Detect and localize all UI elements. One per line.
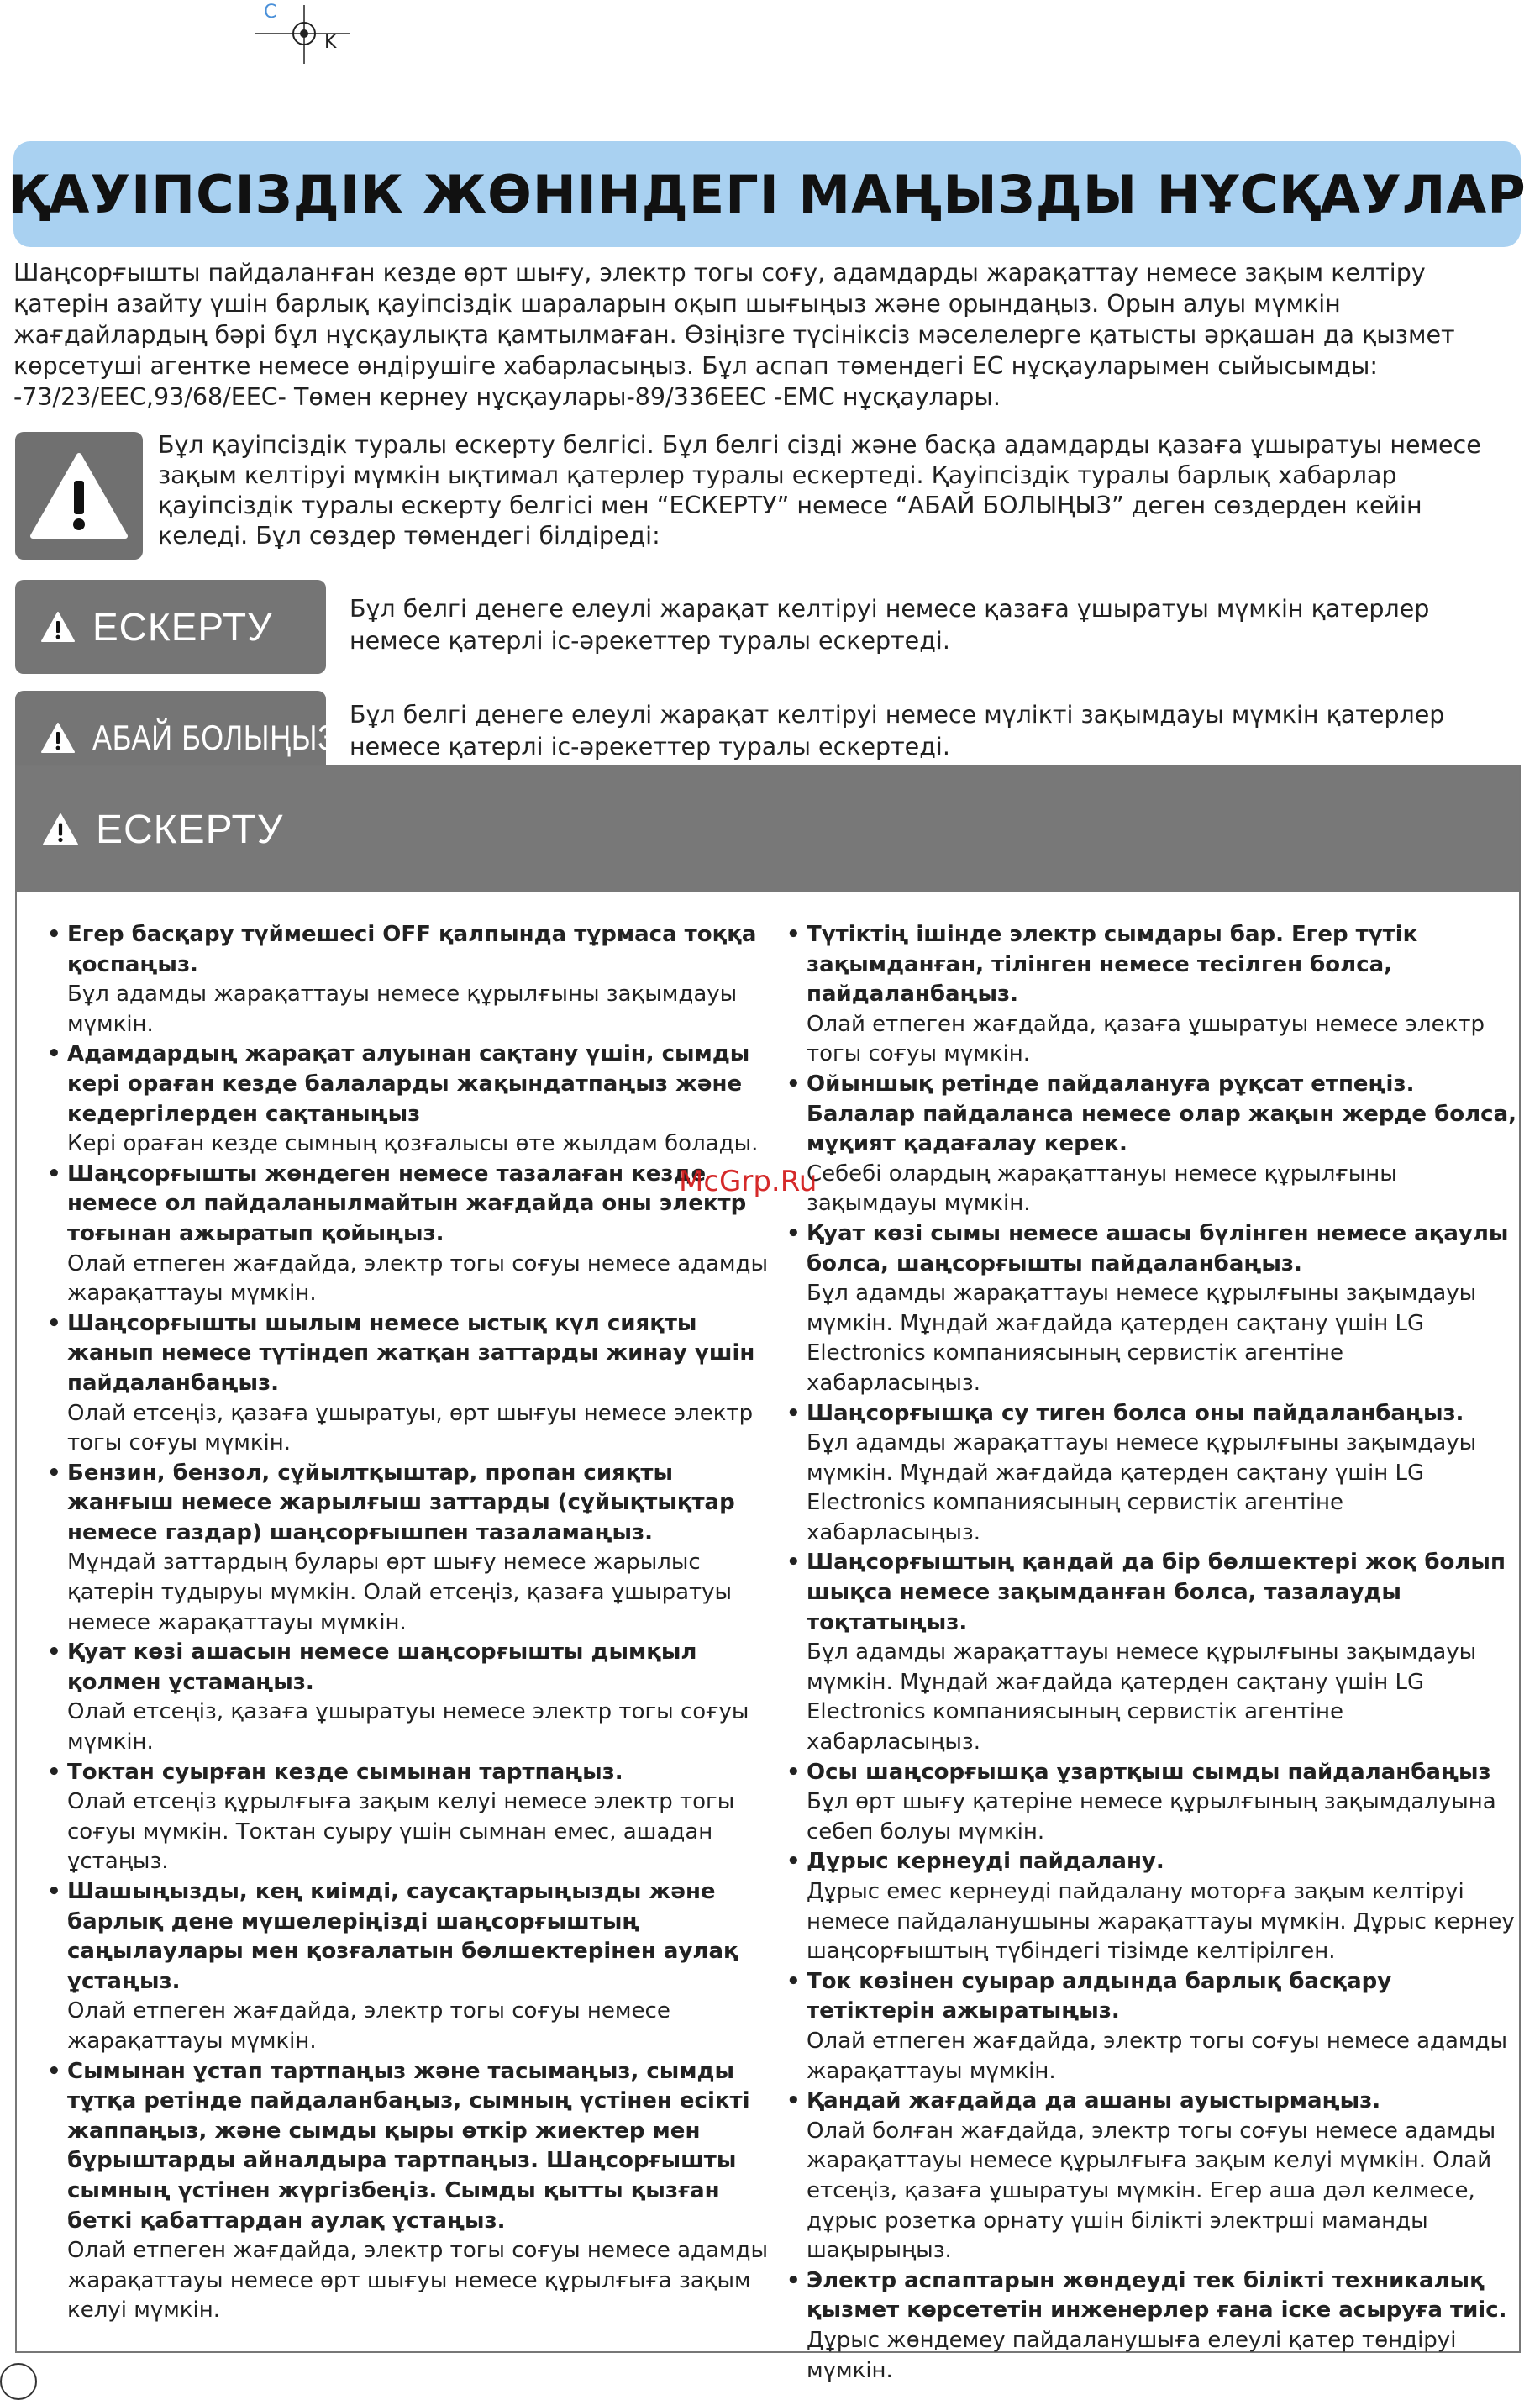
warning-item	[47, 1309, 786, 1459]
crop-mark-c: C	[264, 2, 277, 23]
warning-item-detail: Мұндай заттардың булары өрт шығу немесе жарылыс қатерін тудыруы мүмкін. Олай етсеңіз, қазаға ұшыратуы немесе жарақаттауы мүмкін.	[67, 1550, 733, 1635]
warning-triangle-icon	[42, 813, 79, 846]
warning-item-heading: Қуат көзі ашасын немесе шаңсорғышты дымқыл қолмен ұстамаңыз.	[67, 1639, 697, 1695]
warning-item-heading: Шаңсорғышқа су тиген болса оны пайдаланбаңыз.	[807, 1400, 1464, 1426]
warning-item-detail: Бұл адамды жарақаттауы немесе құрылғыны зақымдауы мүмкін. Мұндай жағдайда қатерден сақтану үшін LG Electronics компаниясының сервистік агентіне хабарласыңыз.	[807, 1639, 1477, 1755]
warning-item-heading: Бензин, бензол, сұйылтқыштар, пропан сияқты жанғыш немесе жарылғыш заттарды (сұйықтықтар немесе газдар) шаңсорғышпен тазаламаңыз.	[67, 1460, 735, 1545]
warning-item-detail: Олай етпеген жағдайда, электр тогы соғуы немесе адамды жарақаттауы немесе өрт шығуы немесе құрылғыға зақым келуі мүмкін.	[67, 2238, 769, 2324]
bullet: •	[47, 1310, 61, 1336]
title-banner	[8, 141, 1527, 247]
warning-item-heading: Адамдардың жарақат алуынан сақтану үшін, сымды кері ораған кезде балаларды жақындатпаңыз және кедергілерден сақтаныңыз	[67, 1041, 750, 1127]
page-title: ҚАУІПСІЗДІК ЖӨНІНДЕГІ МАҢЫЗДЫ НҰСҚАУЛАР	[8, 163, 1527, 225]
bullet: •	[47, 1759, 61, 1785]
warning-item-detail: Бұл адамды жарақаттауы немесе құрылғыны зақымдауы мүмкін. Мұндай жағдайда қатерден сақтану үшін LG Electronics компаниясының сервистік агентіне хабарласыңыз.	[807, 1430, 1477, 1545]
warning-item-heading: Түтіктің ішінде электр сымдары бар. Егер түтік зақымданған, тілінген немесе тесілген болса, пайдаланбаңыз.	[807, 922, 1418, 1008]
warning-item-detail: Олай етсеңіз, қазаға ұшыратуы немесе электр тогы соғуы мүмкін.	[67, 1699, 749, 1755]
warning-item	[47, 1758, 786, 1877]
warning-item-detail: Олай болған жағдайда, электр тогы соғуы немесе адамды жарақаттауы немесе құрылғыға зақым келуі мүмкін. Олай етсеңіз, қазаға ұшыратуы мүмкін. Егер аша дәл келмесе, дұрыс розетка орнату үшін білікті электрші маманды шақырыңыз.	[807, 2118, 1496, 2264]
warning-item-heading: Ток көзінен суырар алдында барлық басқару тетіктерін ажыратыңыз.	[807, 1968, 1392, 2024]
caution-badge-label: АБАЙ БОЛЫҢЫЗ	[92, 718, 336, 757]
warning-item	[786, 1219, 1517, 1399]
bullet: •	[47, 922, 61, 947]
warning-item-heading: Егер басқару түймешесі OFF қалпында тұрмаса тоққа қоспаңыз.	[67, 922, 757, 977]
warning-item	[786, 1399, 1517, 1549]
bullet: •	[47, 1639, 61, 1666]
warning-item	[786, 1758, 1517, 1848]
warning-triangle-icon	[40, 611, 76, 643]
bullet: •	[786, 2088, 801, 2114]
warning-item	[786, 2266, 1517, 2386]
warning-item-detail: Дұрыс емес кернеуді пайдалану моторға зақым келтіруі немесе пайдаланушыны жарақаттауы мүмкін. Дұрыс кернеу шаңсорғыштың түбіндегі тізімде келтірілген.	[807, 1879, 1515, 1965]
warning-panel	[15, 765, 1521, 2383]
warning-triangle-icon	[40, 722, 76, 754]
warning-item-detail: Кері ораған кезде сымның қозғалысы өте жылдам болады.	[67, 1131, 759, 1157]
warning-badge	[15, 580, 326, 674]
warning-item	[47, 2057, 786, 2326]
bullet: •	[786, 1220, 801, 1246]
warning-item	[47, 1638, 786, 1757]
warning-item-heading: Осы шаңсорғышқа ұзартқыш сымды пайдаланбаңыз	[807, 1759, 1491, 1785]
warning-item	[47, 1160, 786, 1309]
warning-triangle-icon	[15, 432, 143, 560]
warning-panel-title: ЕСКЕРТУ	[96, 807, 284, 852]
warning-item-heading: Қуат көзі сымы немесе ашасы бүлінген немесе ақаулы болса, шаңсорғышты пайдаланбаңыз.	[807, 1220, 1509, 1276]
warning-item	[786, 1070, 1517, 1219]
bullet: •	[47, 1879, 61, 1904]
warning-item-heading: Шаңсорғыштың қандай да бір бөлшектері жоқ болып шықса немесе зақымданған болса, тазалауды тоқтатыңыз.	[807, 1550, 1506, 1635]
bullet: •	[47, 1161, 61, 1187]
warning-item-detail: Олай етсеңіз құрылғыға зақым келуі немесе электр тогы соғуы мүмкін. Токтан суыру үшін сымнан емес, ашадан ұстаңыз.	[67, 1789, 735, 1875]
bullet: •	[786, 1968, 801, 1994]
warning-item-heading: Шаңсорғышты шылым немесе ыстық күл сияқты жанып немесе түтіндеп жатқан заттарды жинау үшін пайдаланбаңыз.	[67, 1310, 755, 1396]
crop-mark-k: K	[324, 32, 337, 53]
registration-mark	[252, 0, 353, 67]
warning-item	[786, 2087, 1517, 2266]
warning-item-heading: Шашыңызды, кең киімді, саусақтарыңызды және барлық дене мүшелеріңізді шаңсорғыштың саңылаулары мен қозғалатын бөлшектерінен аулақ ұстаңыз.	[67, 1879, 738, 1994]
warning-panel-header	[17, 766, 1519, 892]
warning-item-heading: Шаңсорғышты жөндеген немесе тазалаған кезде немесе ол пайдаланылмайтын жағдайда оны электр тоғынан ажыратып қойыңыз.	[67, 1161, 747, 1246]
warning-item	[47, 1039, 786, 1159]
warning-item-detail: Олай етпеген жағдайда, электр тогы соғуы немесе жарақаттауы мүмкін.	[67, 1998, 670, 2054]
bullet: •	[786, 1400, 801, 1426]
warning-item-detail: Олай етпеген жағдайда, электр тогы соғуы немесе адамды жарақаттауы мүмкін.	[67, 1250, 769, 1307]
warning-list-left	[47, 920, 786, 2326]
warning-item-detail: Бұл өрт шығу қатеріне немесе құрылғының зақымдалуына себеп болуы мүмкін.	[807, 1789, 1496, 1845]
warning-item	[47, 920, 786, 1039]
warning-list-right	[786, 920, 1517, 2386]
warning-item	[786, 920, 1517, 1070]
warning-item-detail: Себебі олардың жарақаттануы немесе құрылғыны зақымдауы мүмкін.	[807, 1161, 1397, 1217]
warning-item-detail: Бұл адамды жарақаттауы немесе құрылғыны зақымдауы мүмкін.	[67, 982, 738, 1037]
bullet: •	[786, 922, 801, 947]
warning-item-detail: Бұл адамды жарақаттауы немесе құрылғыны зақымдауы мүмкін. Мұндай жағдайда қатерден сақтану үшін LG Electronics компаниясының сервистік агентіне хабарласыңыз.	[807, 1281, 1477, 1396]
warning-badge-description: Бұл белгі денеге елеулі жарақат келтіруі немесе қазаға ұшыратуы мүмкін қатерлер немесе қатерлі іс-әрекеттер туралы ескертеді.	[350, 595, 1430, 655]
warning-item	[47, 1877, 786, 2057]
warning-item	[786, 1847, 1517, 1966]
intro-paragraph: Шаңсорғышты пайдаланған кезде өрт шығу, электр тогы соғу, адамдарды жарақаттау немесе зақым келтіру қатерін азайту үшін барлық қауіпсіздік шараларын оқып шығыңыз және орындаңыз. Орын алуы мүмкін жағдайлардың бәрі бұл нұсқаулықта қамтылмаған. Өзіңізге түсініксіз мәселелерге қатысты әрқашан да қызмет көрсетуші агентке немесе өндірушіге хабарласыңыз. Бұл аспап төмендегі ЕС нұсқауларымен сыйысымды: -73/23/EEC,93/68/EEC- Төмен кернеу нұсқаулары-89/336EEC -EMC нұсқаулары.	[13, 259, 1455, 411]
warning-item	[786, 1967, 1517, 2087]
bullet: •	[786, 1071, 801, 1097]
warning-item	[47, 1459, 786, 1639]
watermark: McGrp.Ru	[679, 1165, 817, 1198]
warning-item	[786, 1548, 1517, 1757]
page-number-circle	[0, 2363, 37, 2400]
bullet: •	[47, 1041, 61, 1067]
bullet: •	[786, 2267, 801, 2293]
warning-item-heading: Дұрыс кернеуді пайдалану.	[807, 1849, 1164, 1875]
bullet: •	[786, 1550, 801, 1576]
warning-item-heading: Қандай жағдайда да ашаны ауыстырмаңыз.	[807, 2088, 1381, 2114]
warning-item-detail: Дұрыс жөндемеу пайдаланушыға елеулі қатер төндіруі мүмкін.	[807, 2327, 1457, 2383]
bullet: •	[786, 1759, 801, 1785]
warning-item-detail: Олай етпеген жағдайда, қазаға ұшыратуы немесе электр тогы соғуы мүмкін.	[807, 1011, 1485, 1067]
bullet: •	[786, 1849, 801, 1875]
warning-item-heading: Ойыншық ретінде пайдалануға рұқсат етпеңіз. Балалар пайдаланса немесе олар жақын жерде болса, мұқият қадағалау керек.	[807, 1071, 1517, 1157]
bullet: •	[47, 1460, 61, 1486]
warning-item-heading: Токтан суырған кезде сымынан тартпаңыз.	[67, 1759, 623, 1785]
symbol-description: Бұл қауіпсіздік туралы ескерту белгісі. Бұл белгі сізді және басқа адамдарды қазаға ұшыратуы немесе зақым келтіруі мүмкін ықтимал қатерлер туралы ескертеді. Қауіпсіздік туралы барлық хабарлар қауіпсіздік туралы ескерту белгісі мен “ЕСКЕРТУ” немесе “АБАЙ БОЛЫҢЫЗ” деген сөздерден кейін келеді. Бұл сөздер төмендегі білдіреді:	[158, 431, 1481, 550]
warning-item-heading: Сымынан ұстап тартпаңыз және тасымаңыз, сымды тұтқа ретінде пайдаланбаңыз, сымның үстінен есікті жаппаңыз, және сымды қыры өткір жиектер мен бұрыштарды айналдыра тартпаңыз. Шаңсорғышты сымның үстінен жүргізбеңіз. Сымды қытты қызған беткі қабаттардан аулақ ұстаңыз.	[67, 2058, 750, 2234]
warning-item-heading: Электр аспаптарын жөндеуді тек білікті техникалық қызмет көрсететін инженерлер ғана іске асыруға тиіс.	[807, 2267, 1507, 2324]
warning-item-detail: Олай етсеңіз, қазаға ұшыратуы, өрт шығуы немесе электр тогы соғуы мүмкін.	[67, 1400, 754, 1456]
warning-badge-label: ЕСКЕРТУ	[92, 605, 273, 649]
warning-item-detail: Олай етпеген жағдайда, электр тогы соғуы немесе адамды жарақаттауы мүмкін.	[807, 2028, 1508, 2084]
caution-badge-description: Бұл белгі денеге елеулі жарақат келтіруі немесе мүлікті зақымдауы мүмкін қатерлер немесе қатерлі іс-әрекеттер туралы ескертеді.	[350, 701, 1445, 761]
bullet: •	[47, 2058, 61, 2084]
